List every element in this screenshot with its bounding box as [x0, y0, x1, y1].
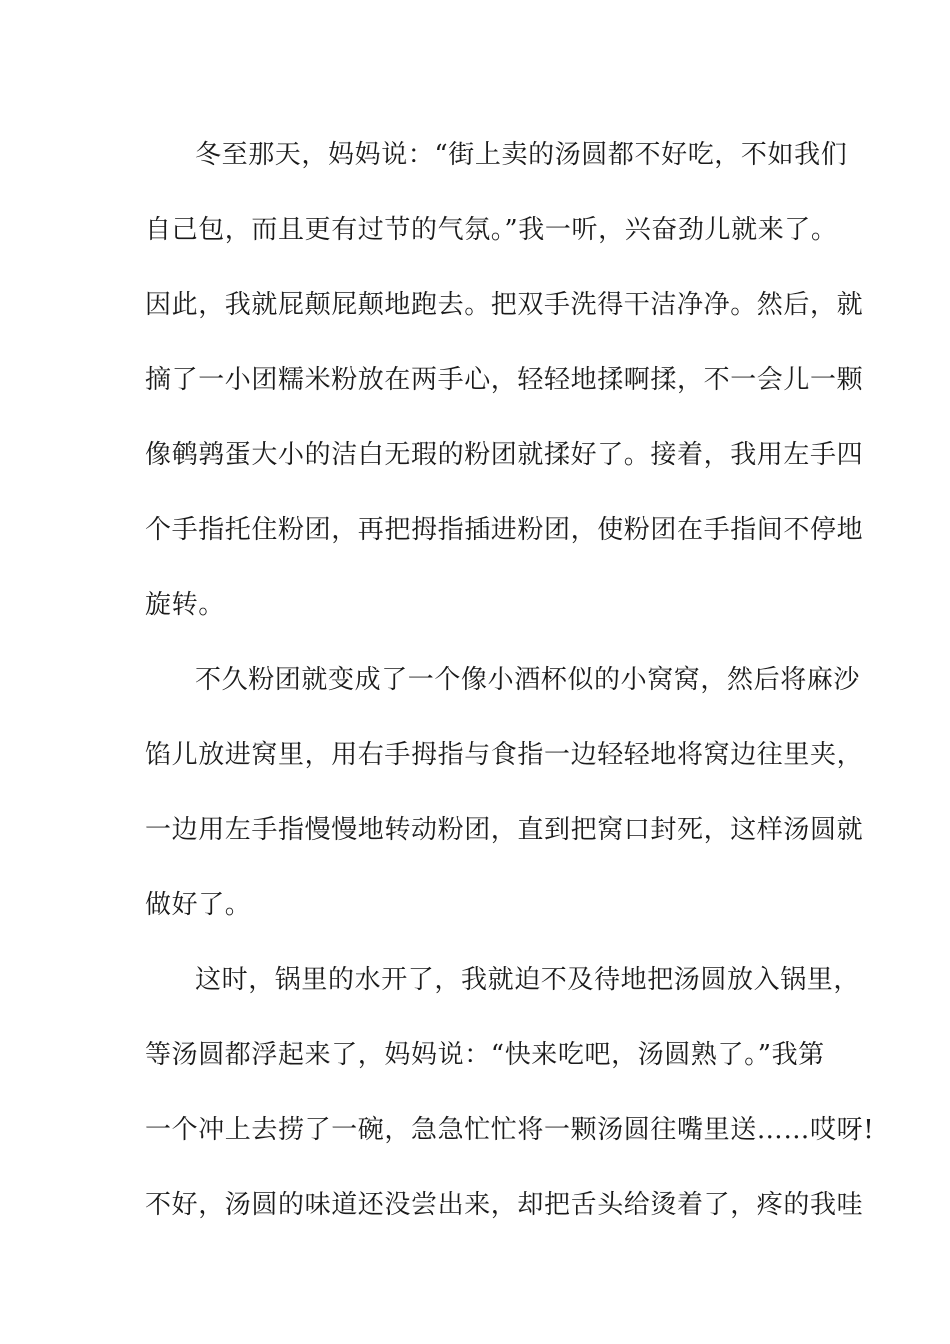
paragraph-1-line-4: 摘了一小团糯米粉放在两手心，轻轻地揉啊揉，不一会儿一颗 — [145, 365, 864, 395]
paragraph-3-line-2: 等汤圆都浮起来了，妈妈说：“快来吃吧，汤圆熟了。”我第 — [145, 1040, 825, 1070]
paragraph-1-line-2: 自己包，而且更有过节的气氛。”我一听，兴奋劲儿就来了。 — [145, 215, 838, 245]
paragraph-3-line-4: 不好，汤圆的味道还没尝出来，却把舌头给烫着了，疼的我哇 — [145, 1190, 864, 1220]
paragraph-1-line-7: 旋转。 — [145, 590, 225, 620]
paragraph-2-line-1: 不久粉团就变成了一个像小酒杯似的小窝窝，然后将麻沙 — [195, 665, 861, 695]
paragraph-3-line-3: 一个冲上去捞了一碗，急急忙忙将一颗汤圆往嘴里送……哎呀! — [145, 1115, 875, 1145]
paragraph-2-line-3: 一边用左手指慢慢地转动粉团，直到把窝口封死，这样汤圆就 — [145, 815, 864, 845]
paragraph-1-line-6: 个手指托住粉团，再把拇指插进粉团，使粉团在手指间不停地 — [145, 515, 864, 545]
paragraph-2-line-4: 做好了。 — [145, 890, 252, 920]
paragraph-1-line-5: 像鹌鹑蛋大小的洁白无瑕的粉团就揉好了。接着，我用左手四 — [145, 440, 864, 470]
paragraph-2-line-2: 馅儿放进窝里，用右手拇指与食指一边轻轻地将窝边往里夹， — [145, 740, 864, 770]
paragraph-1-line-1: 冬至那天，妈妈说：“街上卖的汤圆都不好吃，不如我们 — [195, 140, 848, 170]
paragraph-1-line-3: 因此，我就屁颠屁颠地跑去。把双手洗得干洁净净。然后，就 — [145, 290, 864, 320]
document-body — [145, 125, 875, 1250]
paragraph-3-line-1: 这时，锅里的水开了，我就迫不及待地把汤圆放入锅里， — [195, 965, 861, 995]
